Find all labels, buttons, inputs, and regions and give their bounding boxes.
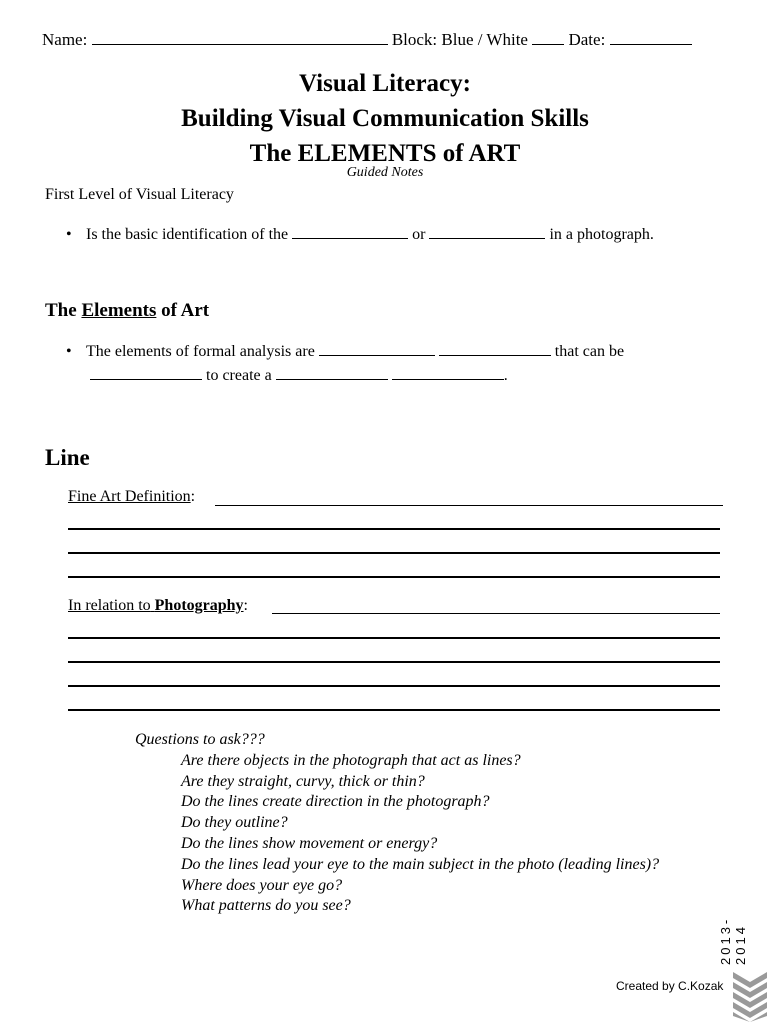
questions-block (135, 730, 659, 917)
title-line-2: Building Visual Communication Skills (181, 105, 589, 132)
first-level-heading: First Level of Visual Literacy (45, 186, 234, 203)
answer-blank[interactable] (392, 365, 504, 380)
block-label: Block: Blue / White (391, 30, 528, 49)
photography-answer-line[interactable] (68, 661, 720, 663)
fine-art-label: Fine Art Definition (68, 488, 191, 505)
fine-art-row: Fine Art Definition: (68, 488, 196, 505)
date-blank[interactable] (610, 30, 692, 45)
credit-label: Created by C.Kozak (616, 979, 724, 993)
question-item: What patterns do you see? (181, 897, 351, 915)
elements-bullet-line-1 (66, 341, 624, 361)
fine-art-answer-line[interactable] (68, 576, 720, 578)
questions-heading: Questions to ask??? (135, 731, 265, 748)
question-item: Where does your eye go? (181, 876, 343, 894)
bullet-text-3: in a photograph. (549, 226, 654, 243)
fine-art-answer-line[interactable] (215, 505, 723, 506)
answer-blank[interactable] (292, 224, 408, 239)
answer-blank[interactable] (276, 365, 388, 380)
photography-label-bold: Photography (154, 597, 244, 614)
elements-bullet-line-2 (90, 365, 508, 385)
photography-answer-line[interactable] (68, 685, 720, 687)
name-label: Name: (42, 30, 88, 49)
line-heading: Line (45, 445, 90, 470)
title-line-1: Visual Literacy: (299, 70, 471, 97)
photography-answer-line[interactable] (272, 613, 720, 614)
year-label: 2013-2014 (718, 916, 748, 965)
question-item: Are there objects in the photograph that act as lines? (181, 751, 521, 769)
bullet-icon: • (66, 343, 72, 360)
elements-text-4: . (503, 367, 508, 384)
elements-text-3: to create a (206, 367, 272, 384)
answer-blank[interactable] (319, 341, 435, 356)
fine-art-answer-line[interactable] (68, 552, 720, 554)
first-level-bullet (66, 224, 654, 244)
photography-label-prefix: In relation to (68, 597, 151, 614)
question-item: Do the lines show movement or energy? (181, 834, 438, 852)
bullet-text-2: or (412, 226, 426, 243)
name-blank[interactable] (92, 30, 388, 45)
question-item: Are they straight, curvy, thick or thin? (181, 772, 425, 790)
block-blank[interactable] (532, 30, 564, 45)
fine-art-answer-line[interactable] (68, 528, 720, 530)
answer-blank[interactable] (429, 224, 545, 239)
elements-heading-underlined: Elements (81, 300, 157, 321)
photography-row: In relation to Photography: (68, 597, 248, 614)
answer-blank[interactable] (90, 365, 202, 380)
bullet-text-1: Is the basic identification of the (86, 226, 289, 243)
elements-heading (45, 300, 209, 322)
question-item: Do the lines create direction in the photograph? (181, 793, 490, 811)
question-item: Do the lines lead your eye to the main subject in the photo (leading lines)? (181, 855, 660, 873)
bullet-icon: • (66, 226, 72, 243)
elements-heading-suffix: of Art (161, 300, 210, 321)
page-title (0, 66, 770, 171)
photography-answer-line[interactable] (68, 709, 720, 711)
page-subtitle: Guided Notes (346, 165, 424, 180)
header-row (42, 30, 692, 50)
answer-blank[interactable] (439, 341, 551, 356)
question-item: Do they outline? (181, 814, 288, 832)
photography-answer-line[interactable] (68, 637, 720, 639)
title-line-3: The ELEMENTS of ART (249, 140, 521, 167)
chevron-stack-icon (733, 970, 767, 1022)
date-label: Date: (568, 30, 606, 49)
elements-text-1: The elements of formal analysis are (86, 343, 315, 360)
elements-heading-prefix: The (45, 300, 77, 321)
elements-text-2: that can be (554, 343, 625, 360)
